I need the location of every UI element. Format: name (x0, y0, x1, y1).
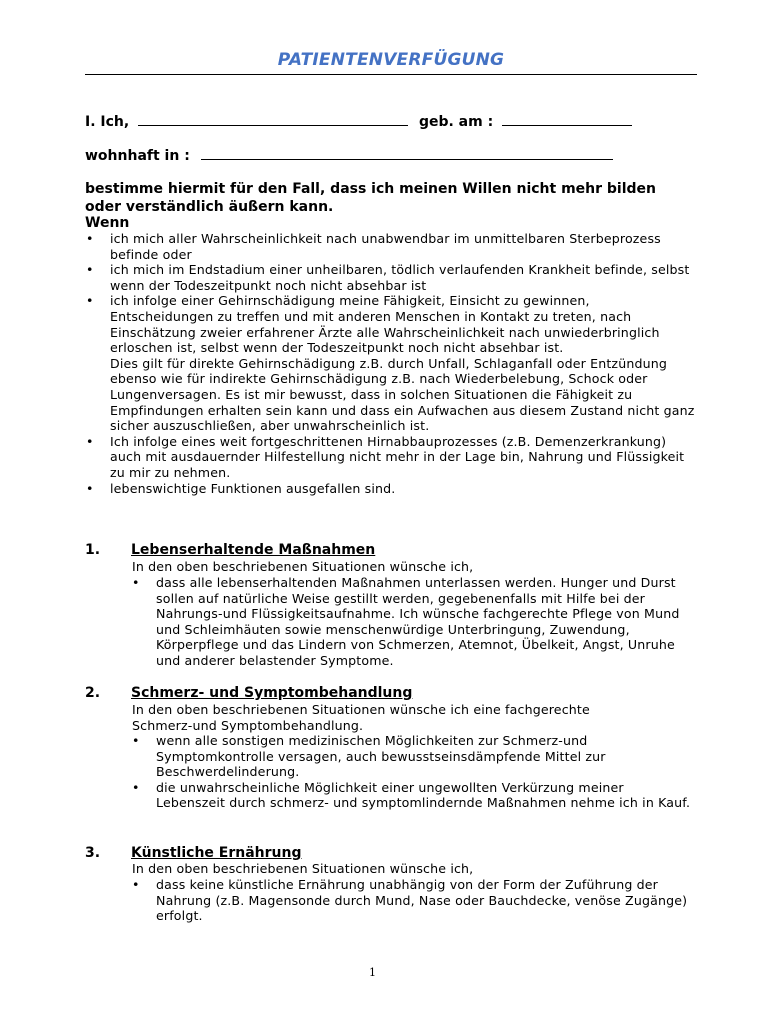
address-field[interactable] (201, 147, 613, 160)
list-item (86, 293, 696, 433)
section-3-list (132, 877, 692, 924)
statement-text: bestimme hiermit für den Fall, dass ich meinen Willen nicht mehr bilden oder verständlich äußern kann. (85, 181, 657, 215)
name-field[interactable] (138, 113, 408, 126)
document-title: PATIENTENVERFÜGUNG (277, 50, 505, 70)
condition-note: Dies gilt für direkte Gehirnschädigung z.B. durch Unfall, Schlaganfall oder Entzündung ebenso wie für indirekte Gehirnschädigung z.B. nach Wiederbelebung, Schock oder Lungenversagen. Es ist mir bewusst, dass in solchen Situationen die Fähigkeit zu Empfindungen erhalten sein kann und dass ein Aufwachen aus diesem Zustand nicht ganz sicher auszuschließen, aber unwahrscheinlich ist. (110, 355, 695, 434)
section-number: 1. (85, 542, 101, 558)
section-3-intro: In den oben beschriebenen Situationen wünsche ich, (132, 861, 474, 876)
bullet-icon: • (86, 293, 94, 309)
bullet-icon: • (86, 262, 94, 278)
ich-label: I. Ich, (85, 114, 130, 130)
bullet-icon: • (132, 877, 140, 892)
title-underline (85, 74, 697, 75)
geb-label: geb. am : (418, 114, 494, 130)
list-item (86, 262, 696, 293)
list-item (132, 877, 692, 924)
conditions-list (86, 231, 696, 496)
address-line (85, 147, 613, 164)
condition-text: ich mich aller Wahrscheinlichkeit nach unabwendbar im unmittelbaren Sterbeprozess befinde oder (110, 231, 661, 262)
condition-text: ich infolge einer Gehirnschädigung meine Fähigkeit, Einsicht zu gewinnen, Entscheidungen zu treffen und mit anderen Menschen in Kontakt zu treten, nach Einschätzung zweier erfahrener Ärzte alle Wahrscheinlichkeit nach unwiederbringlich erloschen ist, selbst wenn der Todeszeitpunkt noch nicht absehbar ist. (110, 293, 660, 356)
section-2-list (132, 733, 692, 811)
wohnhaft-label: wohnhaft in : (85, 148, 190, 164)
section-number: 3. (85, 845, 101, 861)
section-title: Künstliche Ernährung (131, 845, 302, 861)
section-number: 2. (85, 685, 101, 701)
list-item (86, 434, 696, 481)
section-2-heading (85, 685, 412, 701)
bullet-text: dass alle lebenserhaltenden Maßnahmen unterlassen werden. Hunger und Durst sollen auf natürliche Weise gestillt werden, gegebenenfalls mit Hilfe bei der Nahrungs-und Flüssigkeitsaufnahme. Ich wünsche fachgerechte Pflege von Mund und Schleimhäuten sowie menschenwürdige Unterbringung, Zuwendung, Körperpflege und das Lindern von Schmerzen, Atemnot, Übelkeit, Angst, Unruhe und anderer belastender Symptome. (156, 575, 680, 668)
section-title: Schmerz- und Symptombehandlung (131, 685, 413, 701)
bullet-text: die unwahrscheinliche Möglichkeit einer ungewollten Verkürzung meiner Lebenszeit durch schmerz- und symptomlindernde Maßnahmen nehme ich in Kauf. (156, 779, 691, 811)
bullet-icon: • (86, 480, 94, 496)
list-item (86, 481, 696, 497)
bullet-icon: • (132, 575, 140, 590)
name-line (85, 113, 632, 130)
bullet-icon: • (132, 733, 140, 748)
condition-text: lebenswichtige Funktionen ausgefallen sind. (110, 480, 396, 496)
section-2-intro: In den oben beschriebenen Situationen wünsche ich eine fachgerechte Schmerz-und Symptombehandlung. (132, 702, 590, 733)
section-3-heading (85, 845, 302, 861)
birthdate-field[interactable] (502, 113, 632, 126)
bullet-icon: • (132, 779, 140, 795)
wenn-label: Wenn (85, 215, 130, 231)
list-item (132, 733, 692, 780)
section-1-intro: In den oben beschriebenen Situationen wünsche ich, (132, 559, 474, 574)
page-number: 1 (369, 966, 376, 979)
condition-text: ich mich im Endstadium einer unheilbaren, tödlich verlaufenden Krankheit befinde, selbst wenn der Todeszeitpunkt noch nicht absehbar ist (110, 262, 690, 293)
section-1-heading (85, 542, 375, 558)
bullet-text: dass keine künstliche Ernährung unabhängig von der Form der Zuführung der Nahrung (z.B. Magensonde durch Mund, Nase oder Bauchdecke, venöse Zugänge) erfolgt. (156, 877, 688, 924)
list-item (86, 231, 696, 262)
list-item (132, 780, 692, 811)
condition-text: Ich infolge eines weit fortgeschrittenen Hirnabbauprozesses (z.B. Demenzerkrankung) auch mit ausdauernder Hilfestellung nicht mehr in der Lage bin, Nahrung und Flüssigkeit zu mir zu nehmen. (110, 433, 685, 480)
bullet-text: wenn alle sonstigen medizinischen Möglichkeiten zur Schmerz-und Symptomkontrolle versagen, auch bewusstseinsdämpfende Mittel zur Beschwerdelinderung. (156, 733, 606, 780)
bullet-icon: • (86, 231, 94, 246)
bullet-icon: • (86, 433, 94, 449)
section-title: Lebenserhaltende Maßnahmen (131, 542, 376, 558)
list-item (132, 575, 692, 669)
section-1-list (132, 575, 692, 669)
